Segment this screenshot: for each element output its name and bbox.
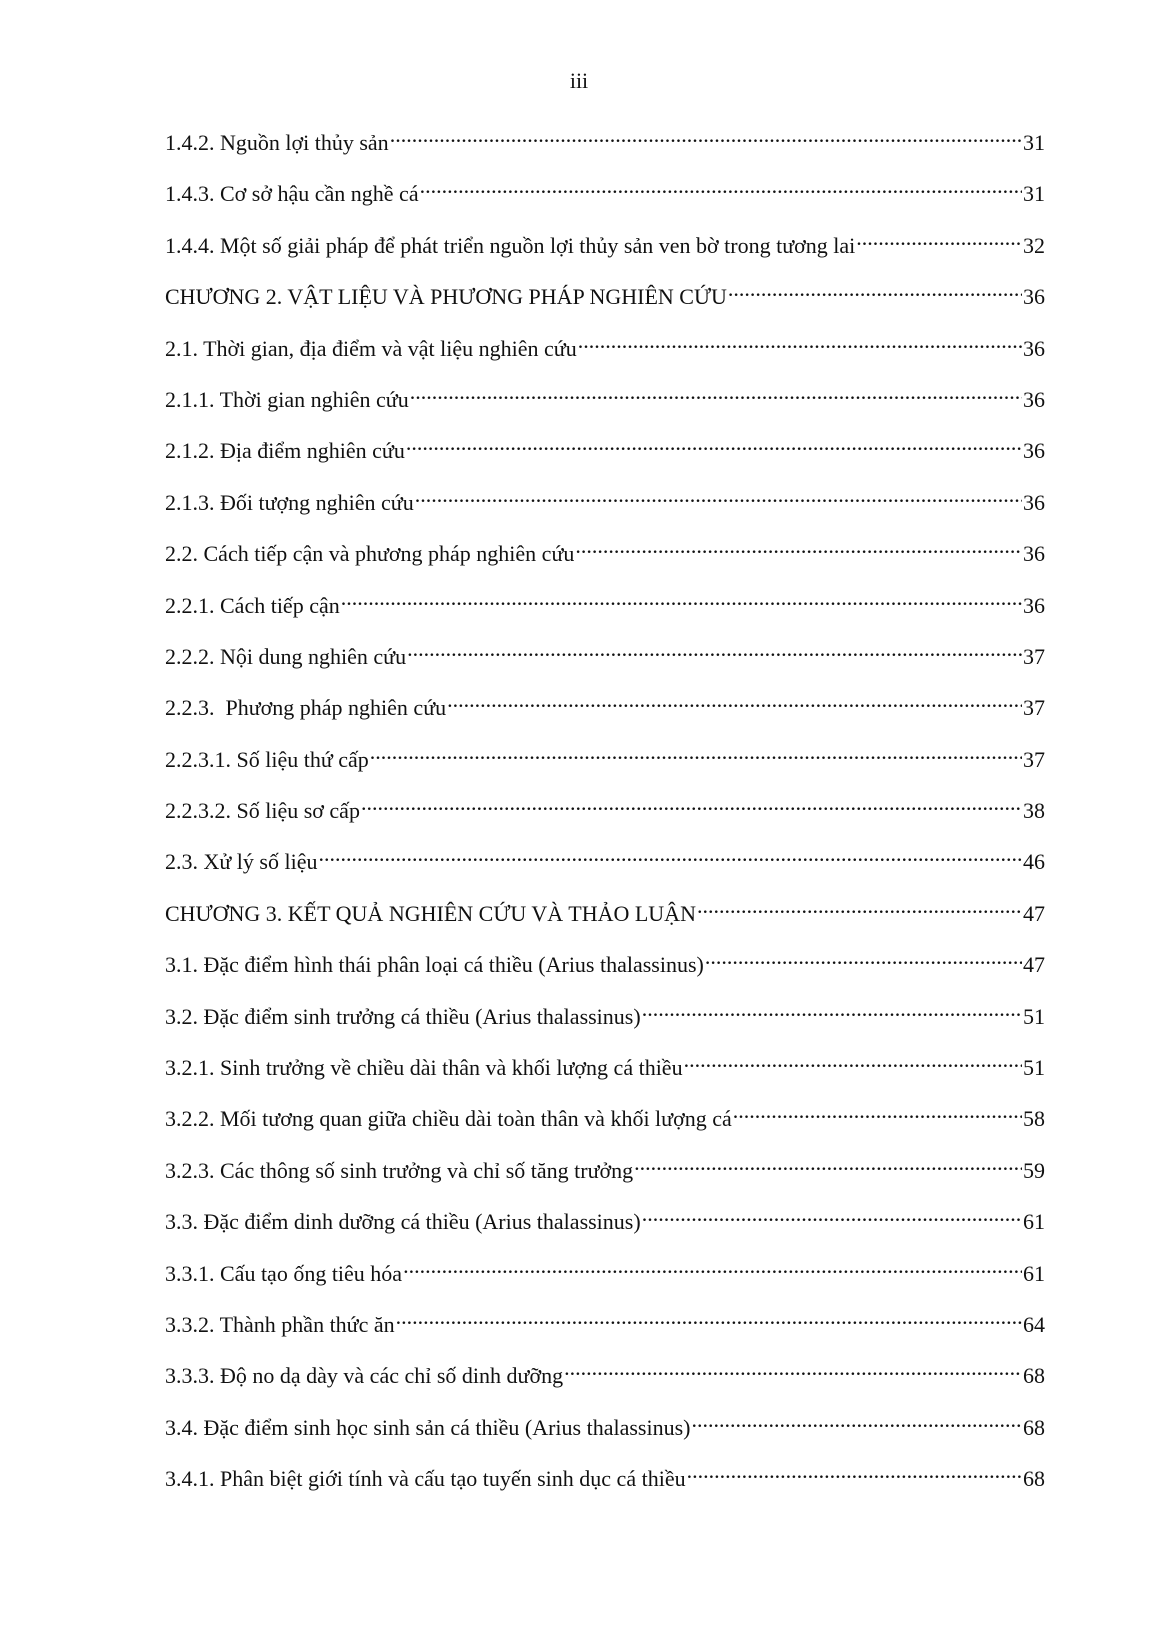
toc-entry-title: 2.2.2. Nội dung nghiên cứu: [165, 643, 407, 669]
toc-dot-leader: [856, 223, 1022, 253]
toc-entry-page: 64: [1023, 1311, 1045, 1337]
toc-dot-leader: [447, 685, 1022, 715]
toc-dot-leader: [341, 583, 1022, 613]
toc-dot-leader: [370, 737, 1022, 767]
toc-entry-title: 2.3. Xử lý số liệu: [165, 849, 318, 875]
toc-entry-page: 36: [1023, 284, 1045, 310]
toc-entry-page: 31: [1023, 130, 1045, 155]
toc-entry-page: 68: [1023, 1414, 1045, 1440]
toc-dot-leader: [687, 1456, 1022, 1486]
toc-dot-leader: [578, 326, 1022, 356]
toc-entry: [165, 1199, 1045, 1250]
toc-entry: [165, 1148, 1045, 1199]
toc-entry-page: 68: [1023, 1363, 1045, 1389]
toc-entry-page: 61: [1023, 1209, 1045, 1235]
toc-entry-page: 68: [1023, 1466, 1045, 1492]
toc-dot-leader: [410, 377, 1022, 407]
toc-dot-leader: [705, 942, 1022, 972]
toc-dot-leader: [691, 1405, 1022, 1435]
toc-dot-leader: [684, 1045, 1022, 1075]
toc-entry-title: 1.4.3. Cơ sở hậu cần nghề cá: [165, 181, 419, 207]
toc-entry: [165, 891, 1045, 942]
toc-dot-leader: [728, 274, 1022, 304]
toc-dot-leader: [575, 531, 1022, 561]
toc-entry: [165, 377, 1045, 428]
toc-entry-title: 2.2.1. Cách tiếp cận: [165, 592, 340, 618]
toc-entry-page: 47: [1023, 952, 1045, 978]
toc-entry-page: 37: [1023, 643, 1045, 669]
toc-entry: [165, 788, 1045, 839]
toc-entry-page: 37: [1023, 695, 1045, 721]
toc-entry-page: 58: [1023, 1106, 1045, 1132]
toc-entry-title: 1.4.2. Nguồn lợi thủy sản: [165, 130, 389, 155]
toc-entry-title: CHƯƠNG 2. VẬT LIỆU VÀ PHƯƠNG PHÁP NGHIÊN CỨU: [165, 284, 727, 310]
toc-entry-title: 3.2. Đặc điểm sinh trưởng cá thiều (Arius thalassinus): [165, 1003, 641, 1029]
toc-entry: [165, 942, 1045, 993]
toc-entry-page: 46: [1023, 849, 1045, 875]
toc-entry: [165, 326, 1045, 377]
toc-entry-title: 2.1.3. Đối tượng nghiên cứu: [165, 489, 414, 515]
toc-entry: [165, 634, 1045, 685]
toc-dot-leader: [564, 1353, 1022, 1383]
toc-dot-leader: [697, 891, 1022, 921]
toc-entry: [165, 1456, 1045, 1507]
toc-entry-title: 3.4. Đặc điểm sinh học sinh sản cá thiều (Arius thalassinus): [165, 1414, 691, 1440]
toc-entry-page: 47: [1023, 900, 1045, 926]
toc-entry: [165, 171, 1045, 222]
toc-entry-page: 32: [1023, 232, 1045, 258]
toc-entry-title: CHƯƠNG 3. KẾT QUẢ NGHIÊN CỨU VÀ THẢO LUẬN: [165, 900, 696, 926]
toc-entry-title: 2.1.1. Thời gian nghiên cứu: [165, 386, 409, 412]
toc-dot-leader: [318, 839, 1022, 869]
toc-entry-page: 36: [1023, 438, 1045, 464]
toc-entry: [165, 274, 1045, 325]
toc-dot-leader: [390, 120, 1022, 150]
toc-entry-title: 3.2.1. Sinh trưởng về chiều dài thân và khối lượng cá thiều: [165, 1055, 683, 1081]
toc-entry-title: 2.1.2. Địa điểm nghiên cứu: [165, 438, 405, 464]
toc-entry-title: 3.3.1. Cấu tạo ống tiêu hóa: [165, 1260, 403, 1286]
toc-dot-leader: [634, 1148, 1022, 1178]
toc-entry: [165, 685, 1045, 736]
toc-entry-page: 38: [1023, 798, 1045, 824]
toc-dot-leader: [642, 994, 1022, 1024]
toc-entry-page: 51: [1023, 1003, 1045, 1029]
toc-dot-leader: [733, 1096, 1022, 1126]
toc-entry: [165, 120, 1045, 171]
toc-entry-page: 36: [1023, 592, 1045, 618]
toc-entry: [165, 737, 1045, 788]
toc-entry: [165, 994, 1045, 1045]
page-number: iii: [569, 68, 589, 93]
toc-entry: [165, 1353, 1045, 1404]
toc-entry: [165, 1251, 1045, 1302]
toc-entry-title: 2.2.3. Phương pháp nghiên cứu: [165, 695, 447, 721]
toc-dot-leader: [407, 634, 1022, 664]
toc-entry: [165, 223, 1045, 274]
toc-entry-page: 36: [1023, 335, 1045, 361]
toc-entry-page: 36: [1023, 541, 1045, 567]
toc-dot-leader: [415, 480, 1022, 510]
toc-dot-leader: [642, 1199, 1022, 1229]
toc-entry: [165, 1096, 1045, 1147]
toc-entry-title: 2.1. Thời gian, địa điểm và vật liệu nghiên cứu: [165, 335, 577, 361]
toc-entry-title: 2.2.3.2. Số liệu sơ cấp: [165, 798, 360, 824]
toc-dot-leader: [406, 428, 1022, 458]
toc-entry: [165, 1405, 1045, 1456]
toc-entry-title: 3.4.1. Phân biệt giới tính và cấu tạo tuyến sinh dục cá thiều: [165, 1466, 686, 1492]
toc-entry: [165, 531, 1045, 582]
toc-entry-title: 1.4.4. Một số giải pháp để phát triển nguồn lợi thủy sản ven bờ trong tương lai: [165, 232, 856, 258]
toc-entry-title: 3.1. Đặc điểm hình thái phân loại cá thiều (Arius thalassinus): [165, 952, 704, 978]
toc-entry-title: 3.3.2. Thành phần thức ăn: [165, 1311, 395, 1337]
toc-entry-title: 3.2.3. Các thông số sinh trưởng và chỉ số tăng trưởng: [165, 1157, 634, 1183]
toc-entry: [165, 480, 1045, 531]
toc-entry-page: 36: [1023, 386, 1045, 412]
toc-entry-page: 36: [1023, 489, 1045, 515]
toc-entry: [165, 1045, 1045, 1096]
toc-entry-page: 37: [1023, 746, 1045, 772]
toc-entry-title: 3.2.2. Mối tương quan giữa chiều dài toàn thân và khối lượng cá: [165, 1106, 732, 1132]
toc-entry-title: 3.3. Đặc điểm dinh dưỡng cá thiều (Arius thalassinus): [165, 1209, 641, 1235]
toc-entry: [165, 583, 1045, 634]
toc-dot-leader: [396, 1302, 1022, 1332]
toc-entry-title: 2.2.3.1. Số liệu thứ cấp: [165, 746, 369, 772]
toc-entry: [165, 839, 1045, 890]
table-of-contents: [165, 120, 1045, 1508]
toc-dot-leader: [361, 788, 1022, 818]
toc-entry: [165, 1302, 1045, 1353]
toc-dot-leader: [403, 1251, 1022, 1281]
toc-dot-leader: [420, 171, 1022, 201]
toc-entry: [165, 428, 1045, 479]
toc-entry-page: 31: [1023, 181, 1045, 207]
toc-entry-title: 2.2. Cách tiếp cận và phương pháp nghiên cứu: [165, 541, 575, 567]
toc-entry-title: 3.3.3. Độ no dạ dày và các chỉ số dinh dưỡng: [165, 1363, 564, 1389]
toc-entry-page: 61: [1023, 1260, 1045, 1286]
toc-entry-page: 59: [1023, 1157, 1045, 1183]
toc-entry-page: 51: [1023, 1055, 1045, 1081]
